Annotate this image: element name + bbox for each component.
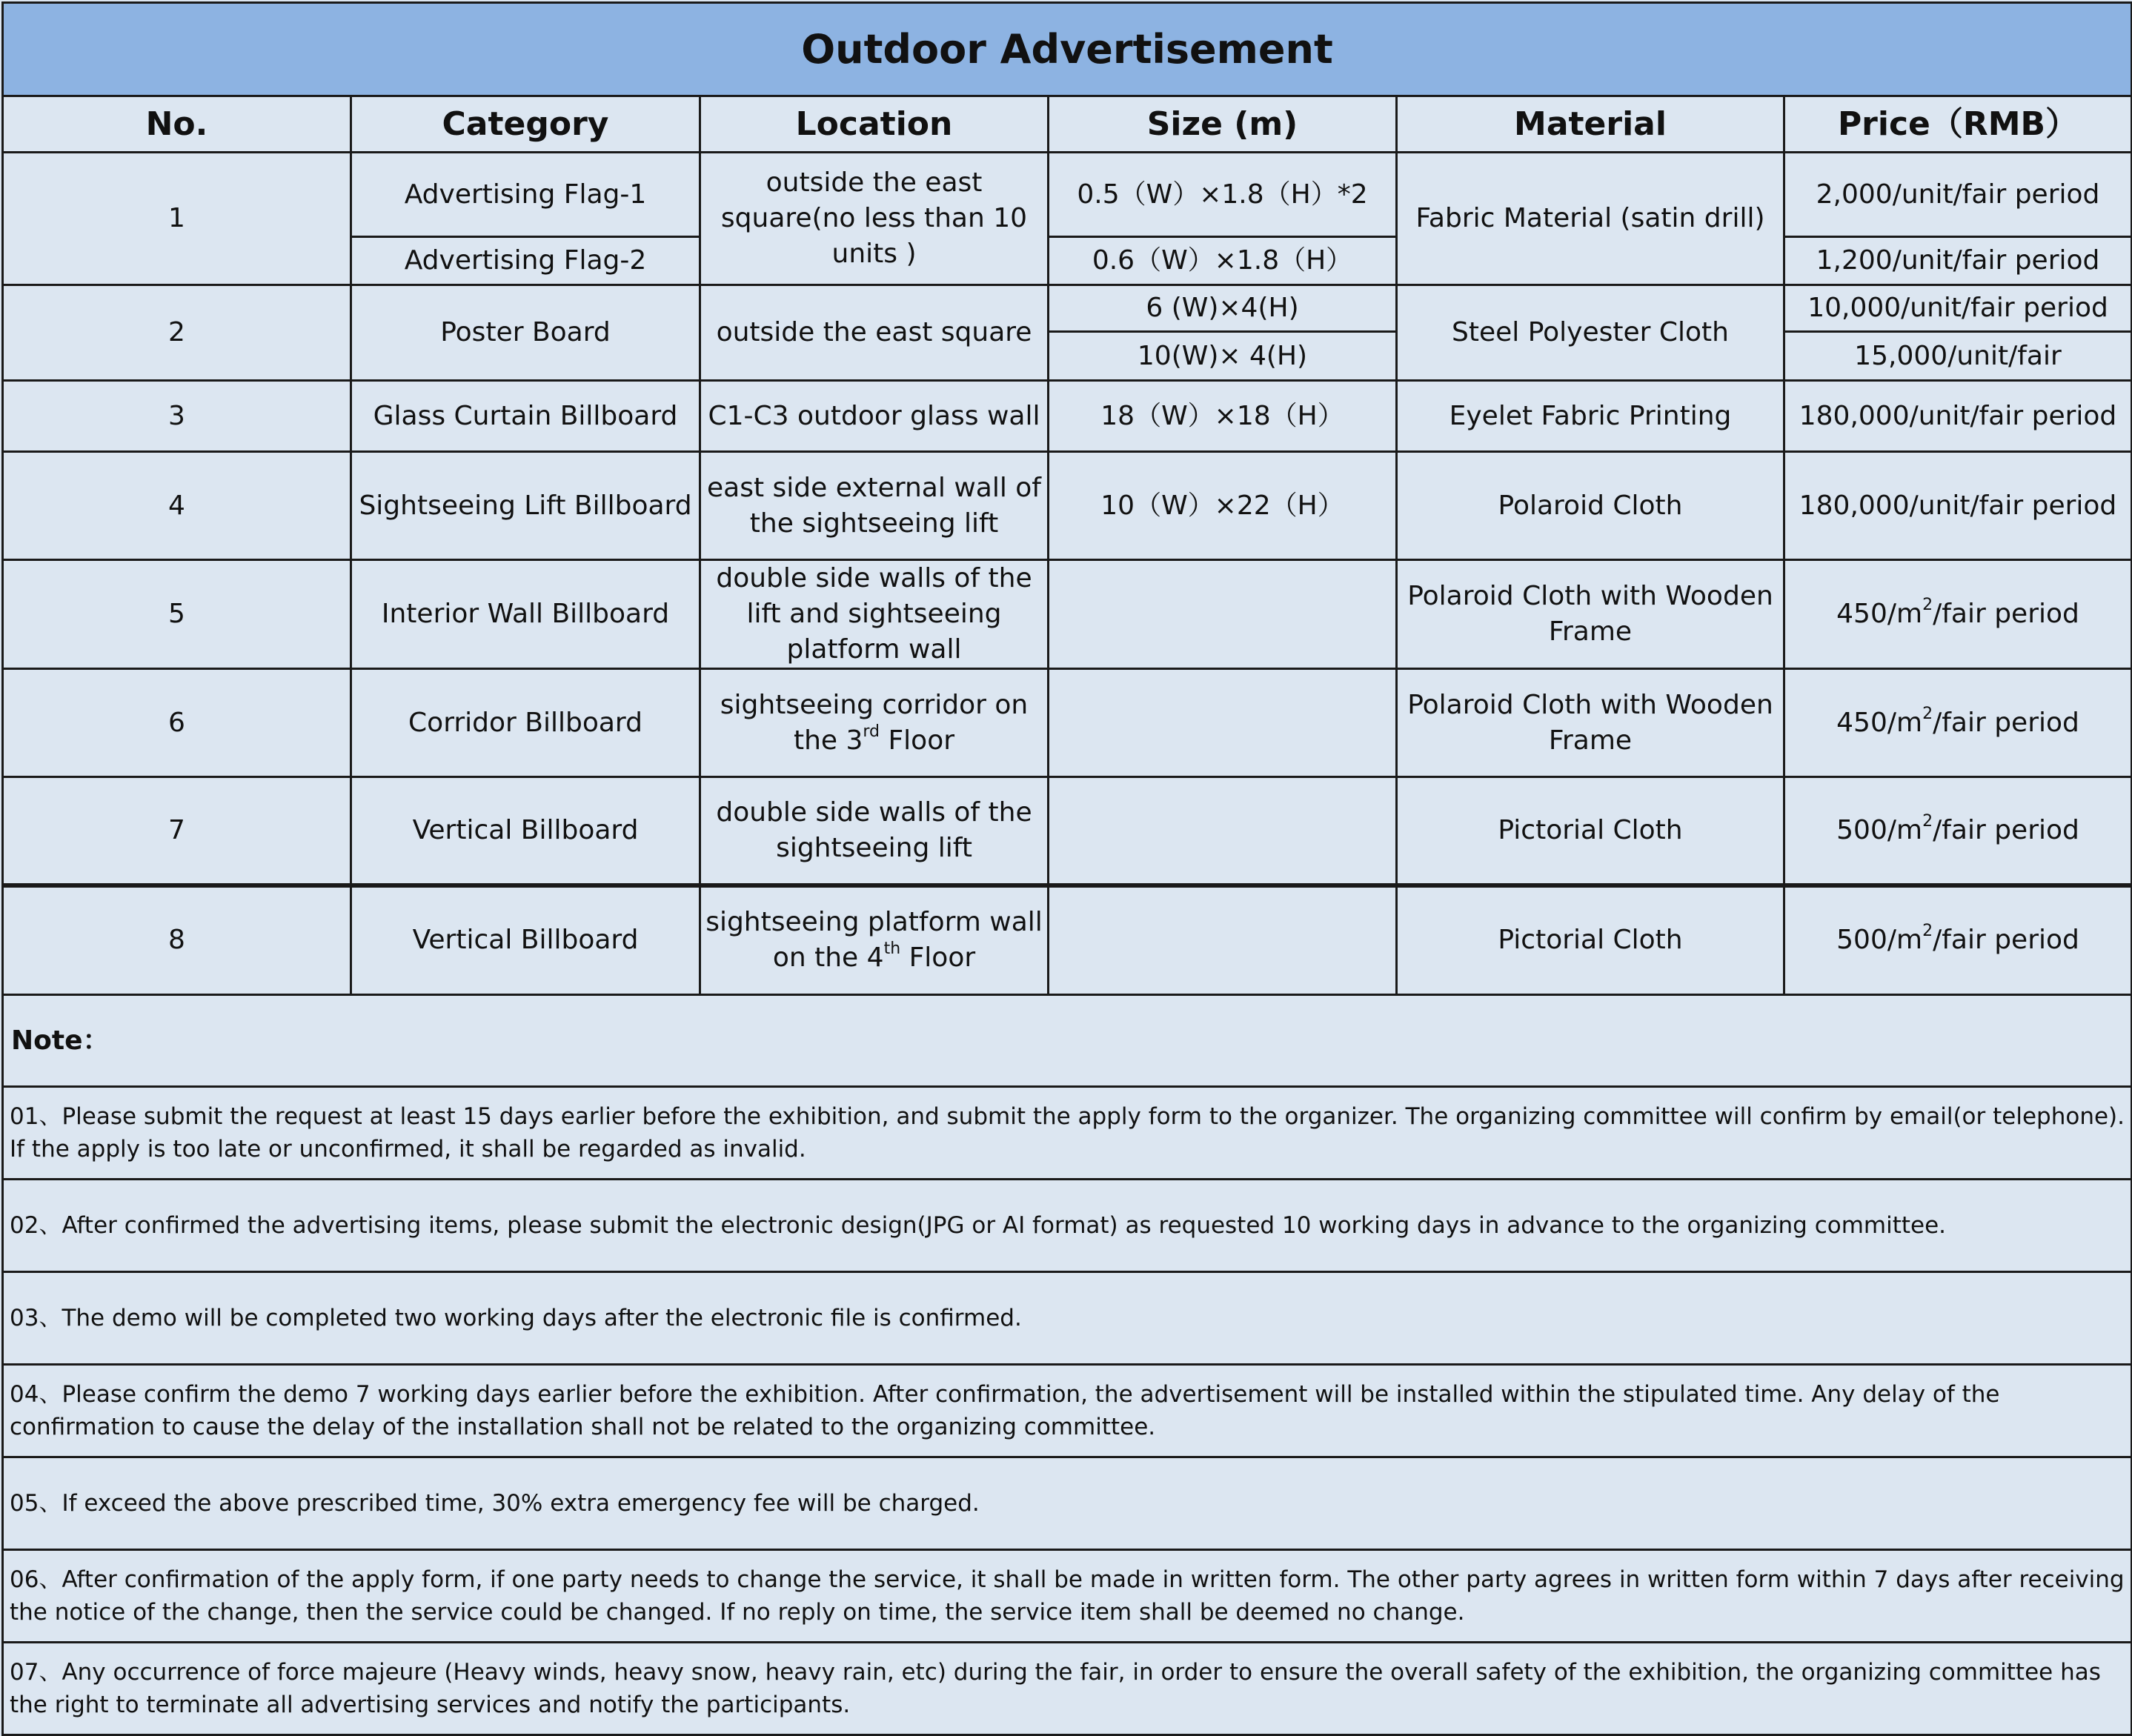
cell-material: Steel Polyester Cloth: [1397, 285, 1784, 381]
cell-category: Corridor Billboard: [351, 669, 700, 777]
header-size: Size (m): [1049, 96, 1397, 153]
cell-size: 18（W）×18（H）: [1049, 381, 1397, 452]
cell-price: 15,000/unit/fair: [1784, 332, 2132, 381]
cell-size: 0.5（W）×1.8（H）*2: [1049, 153, 1397, 237]
location-suffix: Floor: [880, 725, 955, 756]
note-row: [3, 1457, 2132, 1550]
cell-category: Sightseeing Lift Billboard: [351, 452, 700, 560]
note-row: [3, 1550, 2132, 1643]
price-value: 450/m: [1836, 707, 1923, 738]
cell-material: Polaroid Cloth: [1397, 452, 1784, 560]
cell-location: [700, 669, 1049, 777]
cell-price: 10,000/unit/fair period: [1784, 285, 2132, 332]
table-row: [3, 885, 2132, 995]
cell-price: [1784, 560, 2132, 669]
cell-size: [1049, 885, 1397, 995]
cell-category: Advertising Flag-2: [351, 237, 700, 285]
note-item: 01、Please submit the request at least 15 days earlier before the exhibition, and submit the apply form to the organizer. The organizing committee will confirm by email(or telephone). If the apply is too late or unconfirmed, it shall be regarded as invalid.: [3, 1087, 2132, 1180]
cell-material: Pictorial Cloth: [1397, 885, 1784, 995]
note-item: 05、If exceed the above prescribed time, 30% extra emergency fee will be charged.: [3, 1457, 2132, 1550]
table-row: [3, 452, 2132, 560]
table-row: [3, 285, 2132, 332]
note-row: [3, 1180, 2132, 1272]
cell-no: 1: [3, 153, 351, 285]
cell-price: [1784, 885, 2132, 995]
note-row: [3, 1087, 2132, 1180]
cell-price: 2,000/unit/fair period: [1784, 153, 2132, 237]
cell-no: 5: [3, 560, 351, 669]
cell-no: 3: [3, 381, 351, 452]
note-row: [3, 1272, 2132, 1365]
cell-price: 180,000/unit/fair period: [1784, 452, 2132, 560]
price-superscript: 2: [1922, 596, 1933, 614]
cell-size: 10(W)× 4(H): [1049, 332, 1397, 381]
price-unit: /fair period: [1933, 814, 2079, 845]
cell-category: Glass Curtain Billboard: [351, 381, 700, 452]
price-value: 500/m: [1836, 814, 1923, 845]
cell-size: 10（W）×22（H）: [1049, 452, 1397, 560]
note-title-row: [3, 995, 2132, 1087]
cell-no: 8: [3, 885, 351, 995]
cell-size: 6 (W)×4(H): [1049, 285, 1397, 332]
cell-category: Vertical Billboard: [351, 885, 700, 995]
cell-material: Polaroid Cloth with Wooden Frame: [1397, 669, 1784, 777]
note-item: 06、After confirmation of the apply form, if one party needs to change the service, it shall be made in written form. The other party agrees in written form within 7 days after receiving the notice of the change, then the service could be changed. If no reply on time, the service item shall be deemed no change.: [3, 1550, 2132, 1643]
cell-material: Pictorial Cloth: [1397, 777, 1784, 885]
advertisement-table: [1, 1, 2132, 1736]
cell-material: Eyelet Fabric Printing: [1397, 381, 1784, 452]
cell-category: Advertising Flag-1: [351, 153, 700, 237]
cell-size: [1049, 560, 1397, 669]
cell-category: Vertical Billboard: [351, 777, 700, 885]
location-superscript: th: [883, 939, 901, 959]
note-item: 02、After confirmed the advertising items, please submit the electronic design(JPG or AI format) as requested 10 working days in advance to the organizing committee.: [3, 1180, 2132, 1272]
cell-price: 1,200/unit/fair period: [1784, 237, 2132, 285]
table-row: [3, 560, 2132, 669]
note-row: [3, 1365, 2132, 1457]
cell-size: 0.6（W）×1.8（H）: [1049, 237, 1397, 285]
price-superscript: 2: [1922, 922, 1933, 941]
header-location: Location: [700, 96, 1049, 153]
price-superscript: 2: [1922, 704, 1933, 723]
header-row: [3, 96, 2132, 153]
header-category: Category: [351, 96, 700, 153]
price-value: 450/m: [1836, 599, 1923, 629]
price-superscript: 2: [1922, 811, 1933, 831]
cell-price: [1784, 669, 2132, 777]
cell-location: C1-C3 outdoor glass wall: [700, 381, 1049, 452]
cell-location: double side walls of the lift and sightseeing platform wall: [700, 560, 1049, 669]
table-row: [3, 669, 2132, 777]
location-text: sightseeing platform wall on the 4: [705, 907, 1043, 974]
cell-no: 6: [3, 669, 351, 777]
cell-no: 7: [3, 777, 351, 885]
note-item: 04、Please confirm the demo 7 working days earlier before the exhibition. After confirmation, the advertisement will be installed within the stipulated time. Any delay of the confirmation to cause the delay of the installation shall not be related to the organizing committee.: [3, 1365, 2132, 1457]
cell-location: [700, 885, 1049, 995]
cell-price: [1784, 777, 2132, 885]
cell-location: outside the east square(no less than 10 units ): [700, 153, 1049, 285]
table-title: Outdoor Advertisement: [3, 3, 2132, 96]
location-text: sightseeing corridor on the 3: [720, 689, 1029, 756]
note-row: [3, 1643, 2132, 1735]
table-row: [3, 777, 2132, 885]
title-row: [3, 3, 2132, 96]
table-row: [3, 153, 2132, 237]
cell-no: 4: [3, 452, 351, 560]
header-material: Material: [1397, 96, 1784, 153]
cell-location: east side external wall of the sightseeing lift: [700, 452, 1049, 560]
price-unit: /fair period: [1933, 925, 2079, 956]
cell-location: outside the east square: [700, 285, 1049, 381]
price-unit: /fair period: [1933, 599, 2079, 629]
note-item: 07、Any occurrence of force majeure (Heavy winds, heavy snow, heavy rain, etc) during the fair, in order to ensure the overall safety of the exhibition, the organizing committee has the right to terminate all advertising services and notify the participants.: [3, 1643, 2132, 1735]
cell-no: 2: [3, 285, 351, 381]
cell-material: Polaroid Cloth with Wooden Frame: [1397, 560, 1784, 669]
cell-category: Interior Wall Billboard: [351, 560, 700, 669]
price-value: 500/m: [1836, 925, 1923, 956]
cell-location: double side walls of the sightseeing lift: [700, 777, 1049, 885]
price-unit: /fair period: [1933, 707, 2079, 738]
cell-size: [1049, 777, 1397, 885]
location-suffix: Floor: [900, 942, 976, 974]
table-row: [3, 381, 2132, 452]
note-title: Note：: [3, 995, 2132, 1087]
cell-size: [1049, 669, 1397, 777]
note-item: 03、The demo will be completed two working days after the electronic file is confirmed.: [3, 1272, 2132, 1365]
cell-price: 180,000/unit/fair period: [1784, 381, 2132, 452]
cell-material: Fabric Material (satin drill): [1397, 153, 1784, 285]
location-superscript: rd: [863, 722, 880, 741]
header-no: No.: [3, 96, 351, 153]
cell-category: Poster Board: [351, 285, 700, 381]
header-price: Price（RMB）: [1784, 96, 2132, 153]
